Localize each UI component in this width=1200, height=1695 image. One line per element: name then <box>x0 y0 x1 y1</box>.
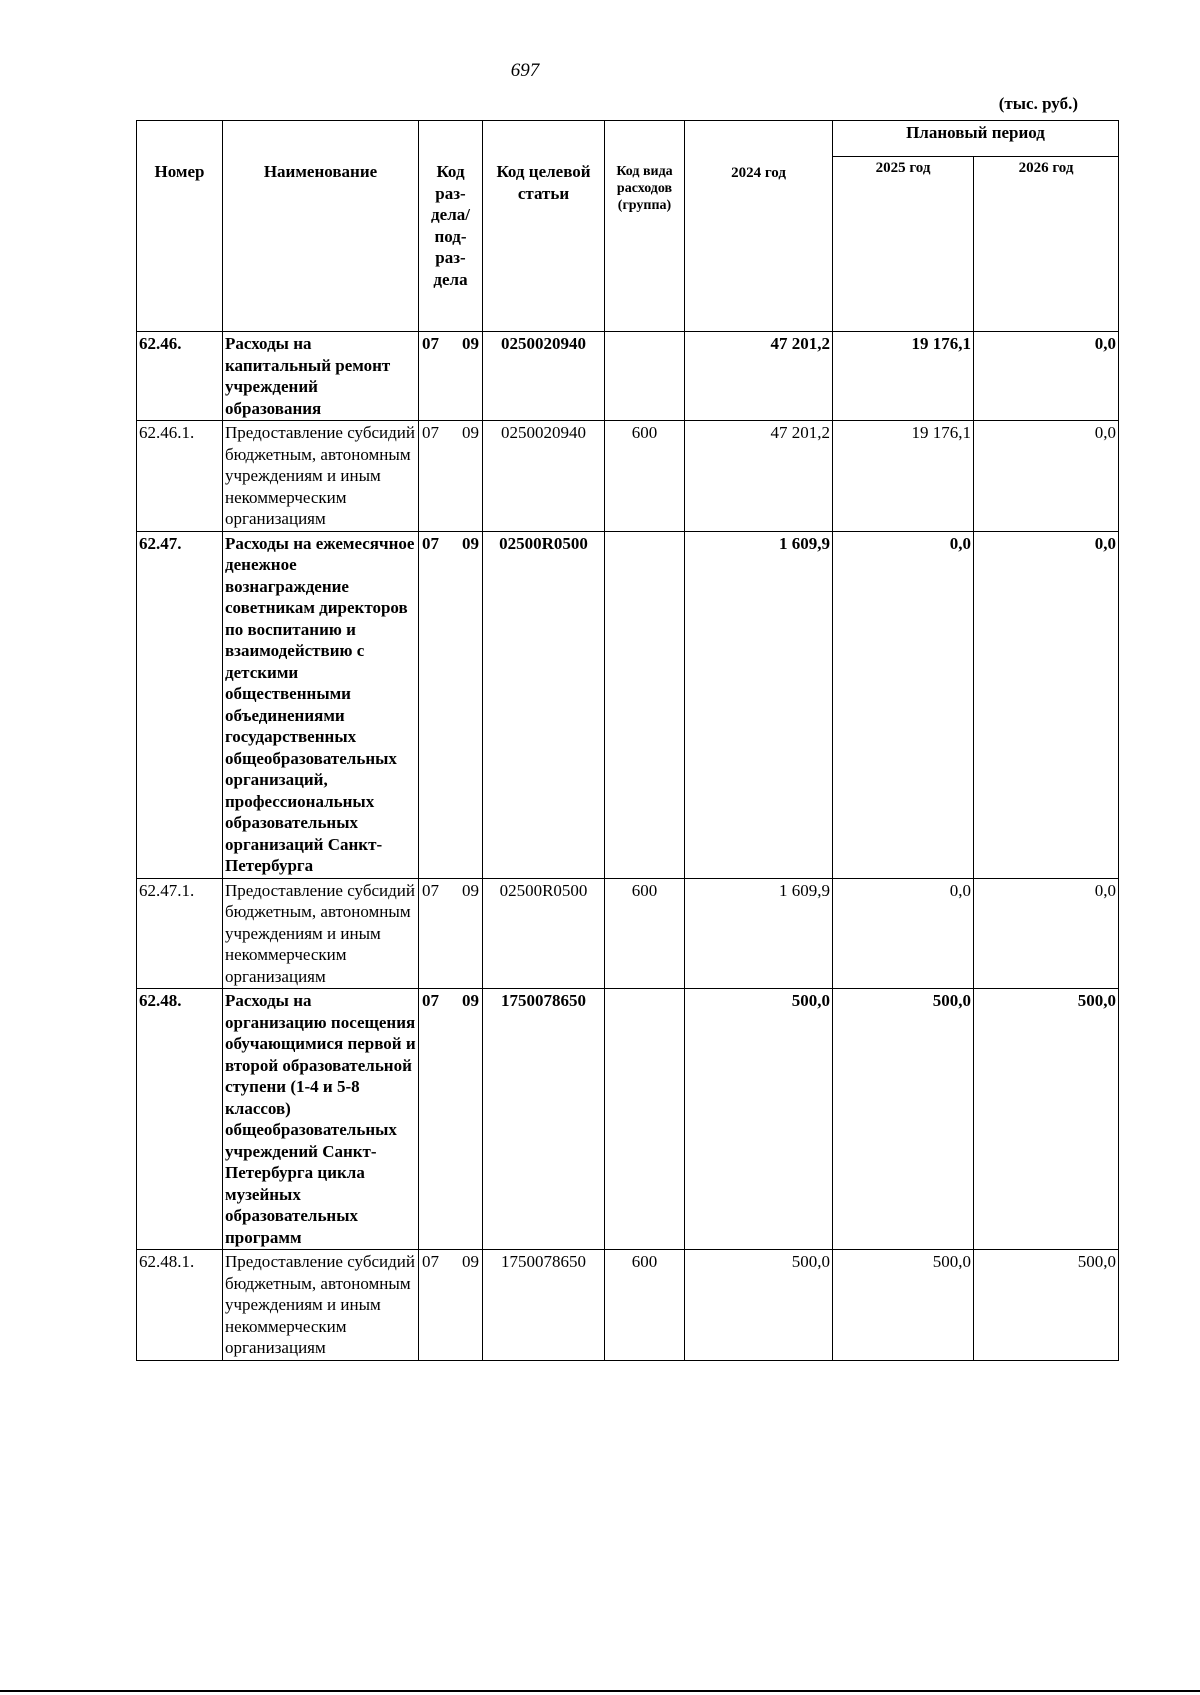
row-number: 62.48.1. <box>137 1250 223 1361</box>
row-section-code <box>419 332 483 421</box>
table-row <box>137 989 1119 1250</box>
section-code: 07 <box>422 533 439 553</box>
table-row <box>137 421 1119 532</box>
units-label: (тыс. руб.) <box>998 94 1078 113</box>
row-name: Расходы на ежемесячное денежное вознаграждение советникам директоров по воспитанию и взаимодействию с детскими общественными объединениями государственных общеобразовательных организаций, профессиональных образовательных организаций Санкт-Петербурга <box>223 531 419 878</box>
section-code: 07 <box>422 991 439 1010</box>
header-section: Код раз-дела/ под-раз-дела <box>419 121 483 332</box>
row-expense-type <box>605 332 685 421</box>
row-section-code <box>419 989 483 1250</box>
budget-table <box>136 120 1119 1361</box>
row-name: Предоставление субсидий бюджетным, автономным учреждениям и иным некоммерческим организациям <box>223 878 419 989</box>
header-row <box>137 121 1119 157</box>
row-name: Расходы на организацию посещения обучающимися первой и второй образовательной ступени (1-4 и 5-8 классов) общеобразовательных учреждений Санкт-Петербурга цикла музейных образовательных программ <box>223 989 419 1250</box>
row-2026: 0,0 <box>974 878 1119 989</box>
row-2024: 47 201,2 <box>685 421 833 532</box>
section-code: 07 <box>422 880 439 900</box>
row-target-code: 1750078650 <box>483 1250 605 1361</box>
page-number: 697 <box>510 60 540 81</box>
header-name: Наименование <box>223 121 419 332</box>
row-2024: 47 201,2 <box>685 332 833 421</box>
row-2025: 500,0 <box>833 1250 974 1361</box>
row-section-code <box>419 878 483 989</box>
row-2024: 1 609,9 <box>685 878 833 989</box>
section-code: 07 <box>422 1252 439 1271</box>
section-code: 07 <box>422 423 439 442</box>
row-2024: 500,0 <box>685 1250 833 1361</box>
row-2026: 0,0 <box>974 421 1119 532</box>
header-planning-period: Плановый период <box>833 121 1119 157</box>
header-2026: 2026 год <box>974 157 1119 332</box>
row-target-code: 0250020940 <box>483 421 605 532</box>
row-expense-type: 600 <box>605 1250 685 1361</box>
row-section-code <box>419 421 483 532</box>
subsection-code: 09 <box>462 991 479 1010</box>
row-2026: 500,0 <box>974 1250 1119 1361</box>
page-bottom-rule <box>0 1690 1200 1692</box>
row-name: Предоставление субсидий бюджетным, автономным учреждениям и иным некоммерческим организациям <box>223 421 419 532</box>
row-expense-type: 600 <box>605 878 685 989</box>
row-number: 62.48. <box>137 989 223 1250</box>
row-2025: 19 176,1 <box>833 421 974 532</box>
row-name: Расходы на капитальный ремонт учреждений образования <box>223 332 419 421</box>
header-number: Номер <box>137 121 223 332</box>
row-2024: 1 609,9 <box>685 531 833 878</box>
row-target-code: 0250020940 <box>483 332 605 421</box>
header-2025: 2025 год <box>833 157 974 332</box>
row-expense-type <box>605 989 685 1250</box>
header-2024: 2024 год <box>685 121 833 332</box>
row-2025: 500,0 <box>833 989 974 1250</box>
row-name: Предоставление субсидий бюджетным, автономным учреждениям и иным некоммерческим организациям <box>223 1250 419 1361</box>
row-2026: 0,0 <box>974 531 1119 878</box>
subsection-code: 09 <box>462 334 479 353</box>
row-expense-type <box>605 531 685 878</box>
table-row <box>137 531 1119 878</box>
row-2025: 0,0 <box>833 531 974 878</box>
row-section-code <box>419 1250 483 1361</box>
subsection-code: 09 <box>462 533 479 553</box>
section-code: 07 <box>422 334 439 353</box>
row-target-code: 02500R0500 <box>483 878 605 989</box>
row-section-code <box>419 531 483 878</box>
subsection-code: 09 <box>462 1252 479 1271</box>
row-number: 62.47. <box>137 531 223 878</box>
table-row <box>137 332 1119 421</box>
row-target-code: 1750078650 <box>483 989 605 1250</box>
row-2025: 19 176,1 <box>833 332 974 421</box>
row-number: 62.46.1. <box>137 421 223 532</box>
subsection-code: 09 <box>462 880 479 900</box>
table-row <box>137 1250 1119 1361</box>
subsection-code: 09 <box>462 423 479 442</box>
row-expense-type: 600 <box>605 421 685 532</box>
row-target-code: 02500R0500 <box>483 531 605 878</box>
row-number: 62.47.1. <box>137 878 223 989</box>
header-target: Код целевой статьи <box>483 121 605 332</box>
table-row <box>137 878 1119 989</box>
header-expense-type: Код вида расходов (группа) <box>605 121 685 332</box>
row-2026: 0,0 <box>974 332 1119 421</box>
row-number: 62.46. <box>137 332 223 421</box>
row-2026: 500,0 <box>974 989 1119 1250</box>
row-2025: 0,0 <box>833 878 974 989</box>
row-2024: 500,0 <box>685 989 833 1250</box>
